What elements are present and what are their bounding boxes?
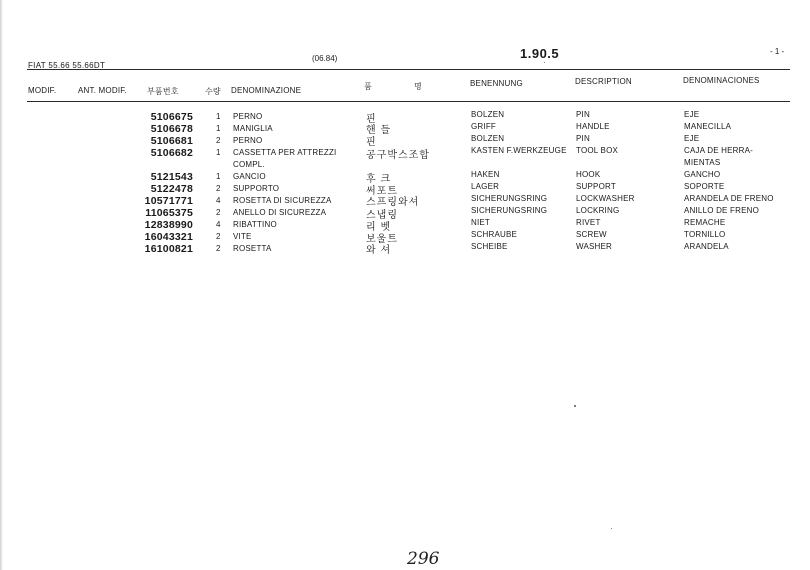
quantity: 1 bbox=[216, 148, 221, 157]
korean-name: 리 벳 bbox=[366, 222, 392, 233]
quantity: 4 bbox=[216, 220, 221, 229]
italian-name: ANELLO DI SICUREZZA bbox=[233, 208, 327, 217]
spanish-name: MIENTAS bbox=[684, 158, 721, 167]
italian-name: RIBATTINO bbox=[233, 220, 277, 229]
italian-name: PERNO bbox=[233, 136, 263, 145]
korean-name: 핸 들 bbox=[366, 125, 392, 136]
column-header-ant-modif: ANT. MODIF. bbox=[78, 86, 127, 95]
part-number: 5122478 bbox=[150, 183, 193, 195]
korean-name: 써포트 bbox=[366, 186, 398, 197]
german-name: NIET bbox=[471, 218, 491, 227]
column-header-denominazione: DENOMINAZIONE bbox=[231, 86, 302, 95]
english-name: RIVET bbox=[576, 218, 601, 227]
part-number: 5106681 bbox=[150, 135, 193, 147]
korean-name: 핀 bbox=[366, 114, 377, 125]
model-name: FIAT 55.66 55.66DT bbox=[28, 61, 106, 70]
part-number: 10571771 bbox=[144, 195, 193, 207]
column-header-description: DESCRIPTION bbox=[575, 77, 632, 86]
table-row bbox=[0, 244, 810, 256]
scan-edge-shadow bbox=[0, 0, 3, 570]
part-number: 16043321 bbox=[144, 231, 193, 243]
german-name: BOLZEN bbox=[471, 110, 505, 119]
edition-date: (06.84) bbox=[312, 54, 338, 63]
quantity: 1 bbox=[216, 124, 221, 133]
english-name: HANDLE bbox=[576, 122, 610, 131]
spanish-name: EJE bbox=[684, 110, 700, 119]
quantity: 1 bbox=[216, 172, 221, 181]
korean-name: 스프링와셔 bbox=[366, 197, 420, 208]
english-name: SCREW bbox=[576, 230, 607, 239]
italian-name: COMPL. bbox=[233, 160, 265, 169]
scan-speck bbox=[574, 405, 576, 407]
column-header-quantity: 수량 bbox=[205, 87, 221, 96]
korean-name: 핀 bbox=[366, 137, 377, 148]
spanish-name: SOPORTE bbox=[684, 182, 725, 191]
english-name: LOCKRING bbox=[576, 206, 620, 215]
part-number: 5106678 bbox=[150, 123, 193, 135]
german-name: HAKEN bbox=[471, 170, 500, 179]
quantity: 2 bbox=[216, 208, 221, 217]
german-name: SICHERUNGSRING bbox=[471, 194, 548, 203]
spanish-name: ARANDELA bbox=[684, 242, 729, 251]
part-number: 12838990 bbox=[144, 219, 193, 231]
table-number: 1.90.5 bbox=[520, 46, 560, 61]
korean-name: 보울트 bbox=[366, 234, 398, 245]
german-name: SICHERUNGSRING bbox=[471, 206, 548, 215]
korean-name: 와 셔 bbox=[366, 245, 392, 256]
quantity: 2 bbox=[216, 244, 221, 253]
german-name: SCHEIBE bbox=[471, 242, 508, 251]
column-header-benennung: BENENNUNG bbox=[470, 79, 523, 88]
korean-name: 공구박스조합 bbox=[366, 150, 430, 161]
quantity: 2 bbox=[216, 232, 221, 241]
part-number: 5121543 bbox=[150, 171, 193, 183]
header-rule-top bbox=[27, 69, 790, 70]
scan-speck bbox=[611, 528, 612, 529]
italian-name: ROSETTA bbox=[233, 244, 272, 253]
german-name: BOLZEN bbox=[471, 134, 505, 143]
part-number: 5106682 bbox=[150, 147, 193, 159]
header-rule-bottom bbox=[27, 101, 790, 102]
english-name: PIN bbox=[576, 110, 590, 119]
italian-name: MANIGLIA bbox=[233, 124, 273, 133]
english-name: TOOL BOX bbox=[576, 146, 619, 155]
handwritten-page-note: 296 bbox=[407, 549, 440, 569]
spanish-name: REMACHE bbox=[684, 218, 726, 227]
column-header-denominaciones: DENOMINACIONES bbox=[683, 76, 760, 85]
page-number: - 1 - bbox=[770, 47, 785, 56]
english-name: HOOK bbox=[576, 170, 601, 179]
german-name: KASTEN F.WERKZEUGE bbox=[471, 146, 567, 155]
italian-name: SUPPORTO bbox=[233, 184, 280, 193]
spanish-name: CAJA DE HERRA- bbox=[684, 146, 754, 155]
english-name: LOCKWASHER bbox=[576, 194, 635, 203]
column-header-modif: MODIF. bbox=[28, 86, 57, 95]
quantity: 4 bbox=[216, 196, 221, 205]
spanish-name: GANCHO bbox=[684, 170, 721, 179]
english-name: SUPPORT bbox=[576, 182, 616, 191]
part-number: 11065375 bbox=[145, 207, 193, 219]
korean-name: 후 크 bbox=[366, 174, 392, 185]
german-name: LAGER bbox=[471, 182, 500, 191]
column-header-korean-name: 품 명 bbox=[364, 82, 442, 91]
part-number: 5106675 bbox=[150, 111, 193, 123]
italian-name: CASSETTA PER ATTREZZI bbox=[233, 148, 337, 157]
english-name: WASHER bbox=[576, 242, 613, 251]
german-name: SCHRAUBE bbox=[471, 230, 518, 239]
korean-name: 스냅링 bbox=[366, 210, 398, 221]
spanish-name: ARANDELA DE FRENO bbox=[684, 194, 774, 203]
italian-name: ROSETTA DI SICUREZZA bbox=[233, 196, 332, 205]
english-name: PIN bbox=[576, 134, 590, 143]
quantity: 2 bbox=[216, 136, 221, 145]
quantity: 2 bbox=[216, 184, 221, 193]
column-header-part-number: 부품번호 bbox=[147, 87, 179, 96]
german-name: GRIFF bbox=[471, 122, 496, 131]
italian-name: VITE bbox=[233, 232, 252, 241]
spanish-name: ANILLO DE FRENO bbox=[684, 206, 760, 215]
italian-name: PERNO bbox=[233, 112, 263, 121]
spanish-name: EJE bbox=[684, 134, 700, 143]
part-number: 16100821 bbox=[144, 243, 193, 255]
scan-speck bbox=[544, 62, 545, 63]
italian-name: GANCIO bbox=[233, 172, 266, 181]
quantity: 1 bbox=[216, 112, 221, 121]
spanish-name: TORNILLO bbox=[684, 230, 726, 239]
spanish-name: MANECILLA bbox=[684, 122, 732, 131]
